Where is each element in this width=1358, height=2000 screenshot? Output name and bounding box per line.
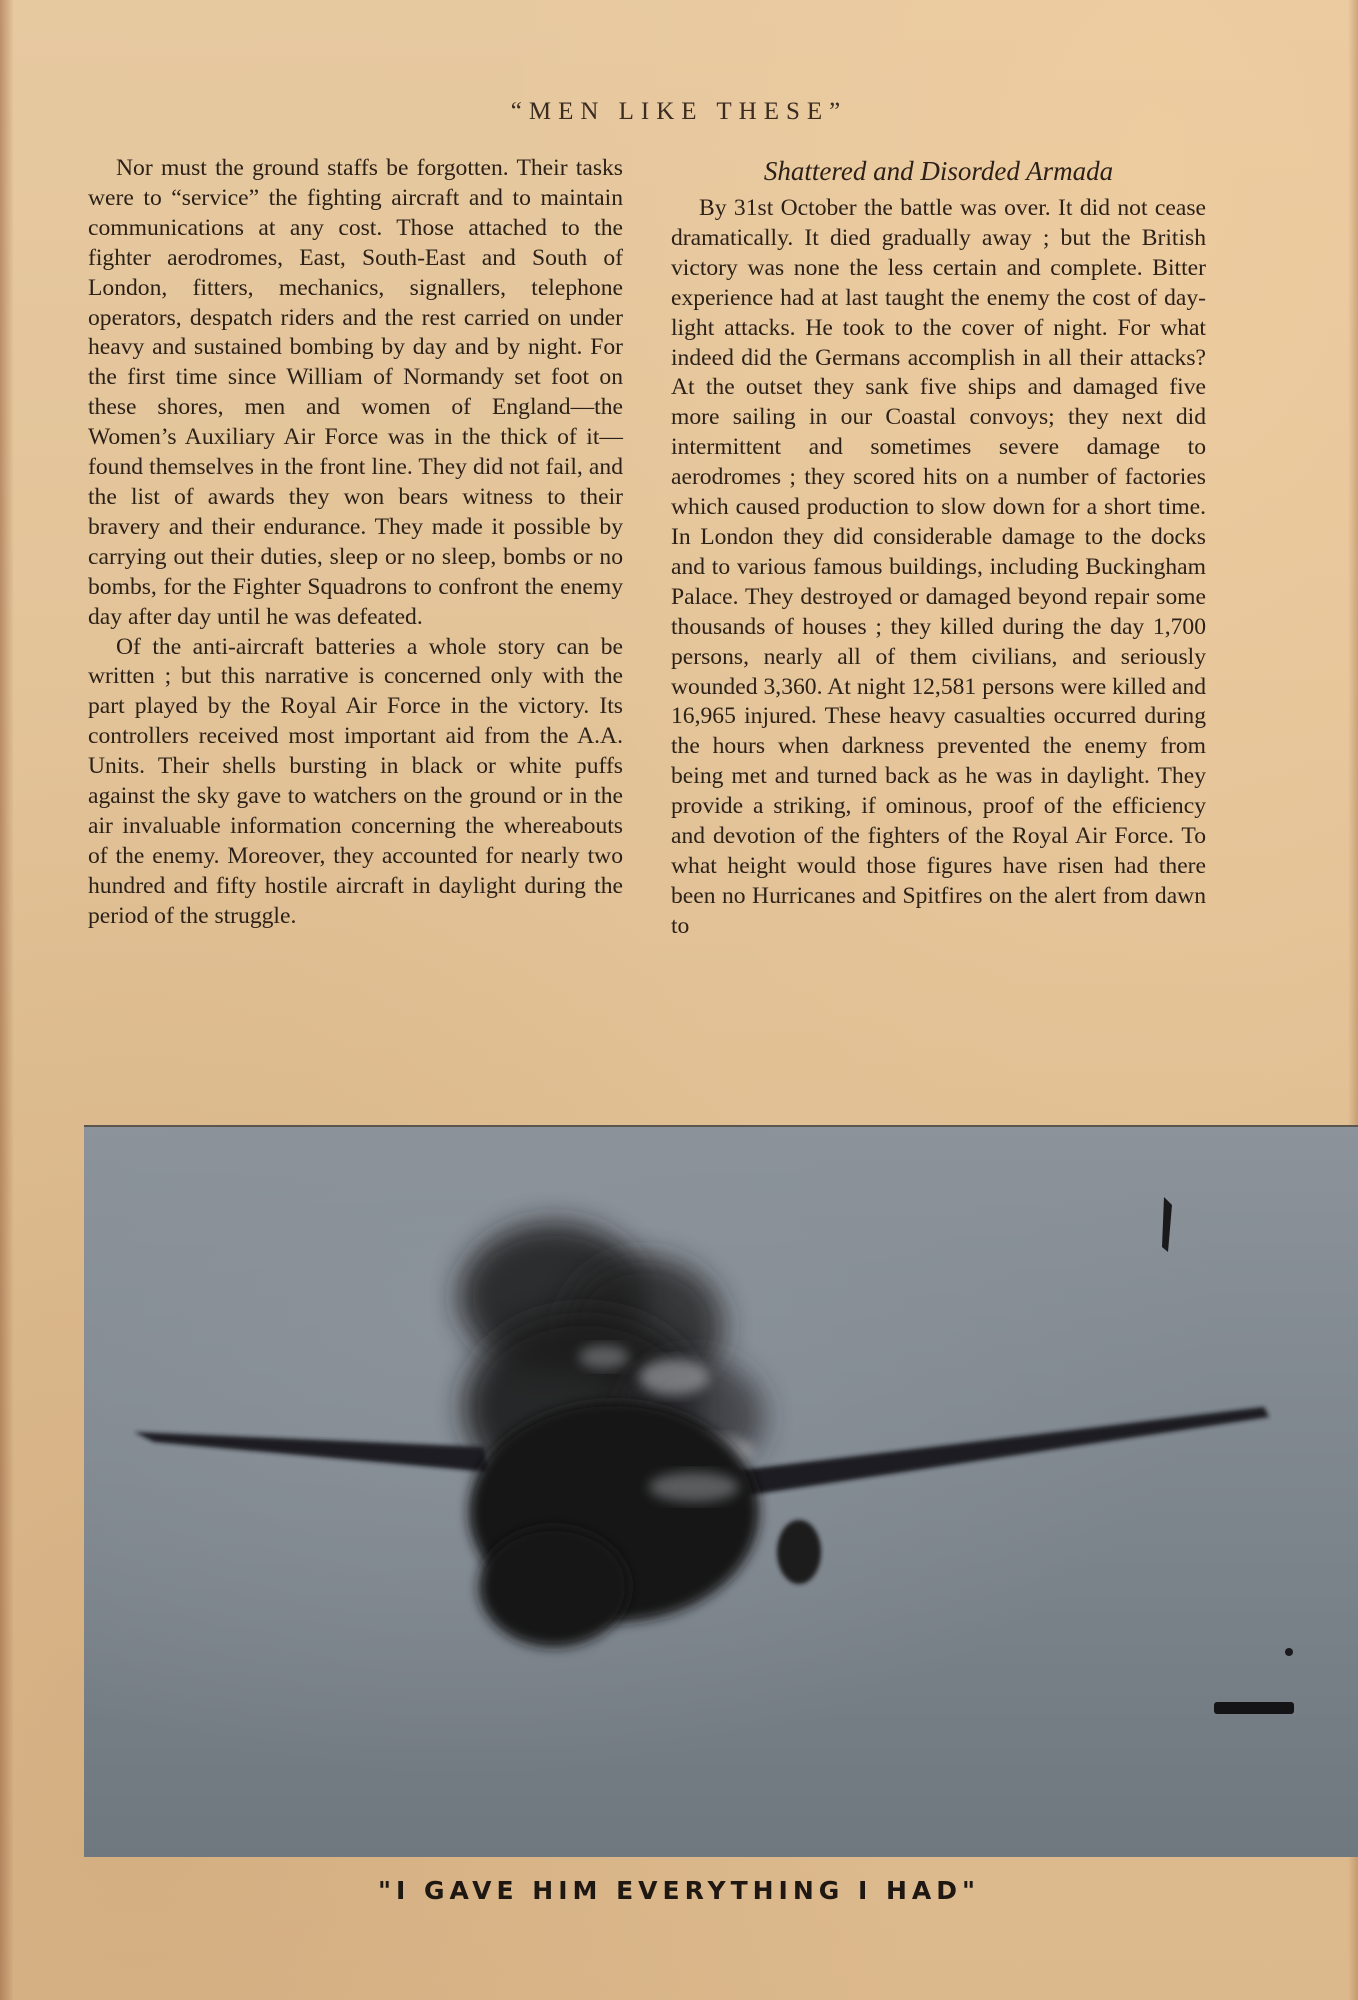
photo-caption: "I GAVE HIM EVERYTHING I HAD" (377, 1876, 981, 1905)
aircraft-fuselage (469, 1402, 821, 1647)
burning-aircraft-illustration (84, 1127, 1358, 1857)
right-column (671, 154, 1206, 942)
running-head: “MEN LIKE THESE” (510, 98, 848, 125)
section-subheading: Shattered and Disorded Armada (763, 156, 1114, 186)
left-paragraph-1: Nor must the ground staffs be forgotten. Their tasks were to “service” the fighting aircraft and to maintain communications at any cost. Those attached to the fighter aerodromes, East, South-East and South of London, fitters, mechanics, signallers, telephone operators, despatch riders and the rest carried on under heavy and sustained bombing by day and by night. For the first time since William of Normandy set foot on these shores, men and women of England—the Women’s Auxiliary Air Force was in the thick of it—found themselves in the front line. They did not fail, and the list of awards they won bears witness to their bravery and their endurance. They made it possible by carrying out their duties, sleep or no sleep, bombs or no bombs, for the Fighter Squadrons to confront the enemy day after day until he was defeated. (88, 155, 623, 630)
page-edge-left (0, 0, 14, 2000)
left-paragraph-2: Of the anti-aircraft batteries a whole story can be written ; but this narrative is concerned only with the part played by the Royal Air Force in the victory. Its controllers received most important aid from the A.A. Units. Their shells bursting in black or white puffs against the sky gave to watchers on the ground or in the air invaluable information concerning the whereabouts of the enemy. Moreover, they accounted for nearly two hundred and fifty hostile aircraft in daylight during the period of the struggle. (88, 633, 623, 929)
debris-fragments (1162, 1197, 1294, 1714)
right-paragraph-1: By 31st October the battle was over. It did not cease dramatically. It died gradually away ; but the British victory was none the less certain and complete. Bitter experience had at last taught the enemy the cost of daylight attacks. He took to the cover of night. For what indeed did the Germans accomplish in all their attacks? At the outset they sank five ships and damaged five more sailing in our Coastal convoys; they next did intermittent and sometimes severe damage to aerodromes ; they scored hits on a number of factories which caused production to slow down for a short time. In London they did considerable damage to the docks and to various famous buildings, including Buckingham Palace. They destroyed or damaged beyond repair some thousands of houses ; they killed during the day 1,700 persons, nearly all of them civilians, and seriously wounded 3,360. At night 12,581 persons were killed and 16,965 injured. These heavy casualties occurred during the hours when darkness prevented the enemy from being met and turned back as he was in daylight. They provide a striking, if ominous, proof of the efficiency and devotion of the fighters of the Royal Air Force. To what height would those figures have risen had there been no Hurricanes and Spitfires on the alert from dawn to (671, 195, 1206, 939)
aircraft-photo (84, 1125, 1358, 1857)
left-column (88, 154, 623, 932)
